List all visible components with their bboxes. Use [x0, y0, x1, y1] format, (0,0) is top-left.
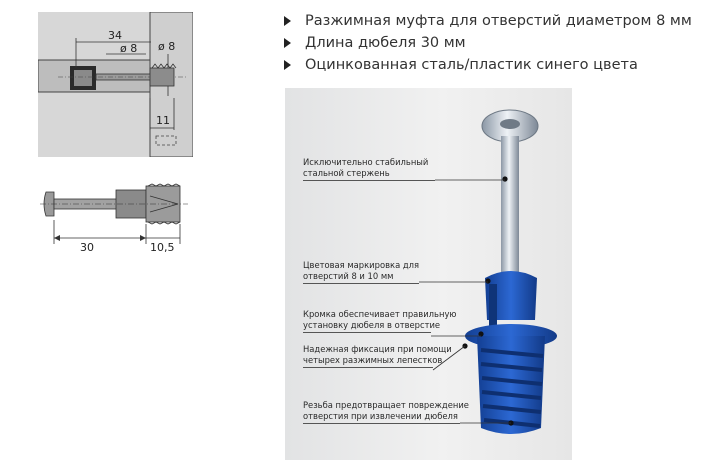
- dim-d8-inner-label: ø 8: [120, 42, 138, 55]
- feature-text: Разжимная муфта для отверстий диаметром 8 мм: [305, 13, 692, 29]
- dim-30-label: 30: [80, 241, 94, 254]
- callout-thread: Резьба предотвращает повреждение отверстия при извлечении дюбеля: [303, 400, 469, 422]
- dim-34-label: 34: [108, 29, 122, 42]
- arrow-icon: [284, 38, 291, 48]
- feature-list: [284, 10, 704, 76]
- feature-item: [284, 32, 704, 54]
- feature-item: [284, 54, 704, 76]
- feature-text: Оцинкованная сталь/пластик синего цвета: [305, 57, 638, 73]
- callout-flange: Кромка обеспечивает правильную установку дюбеля в отверстие: [303, 309, 456, 331]
- dim-11-label: 11: [156, 114, 170, 127]
- dowel-drawing: [38, 180, 198, 260]
- arrow-icon: [284, 60, 291, 70]
- callout-petals: Надежная фиксация при помощи четырех разжимных лепестков: [303, 344, 452, 366]
- product-photo: [285, 88, 572, 460]
- feature-item: [284, 10, 704, 32]
- assembly-drawing: [38, 12, 193, 157]
- feature-text: Длина дюбеля 30 мм: [305, 35, 466, 51]
- callout-steel-rod: Исключительно стабильный стальной стержень: [303, 157, 428, 179]
- dim-d8-outer-label: ø 8: [158, 40, 176, 53]
- dim-105-label: 10,5: [150, 241, 175, 254]
- arrow-icon: [284, 16, 291, 26]
- callout-color-coding: Цветовая маркировка для отверстий 8 и 10 мм: [303, 260, 419, 282]
